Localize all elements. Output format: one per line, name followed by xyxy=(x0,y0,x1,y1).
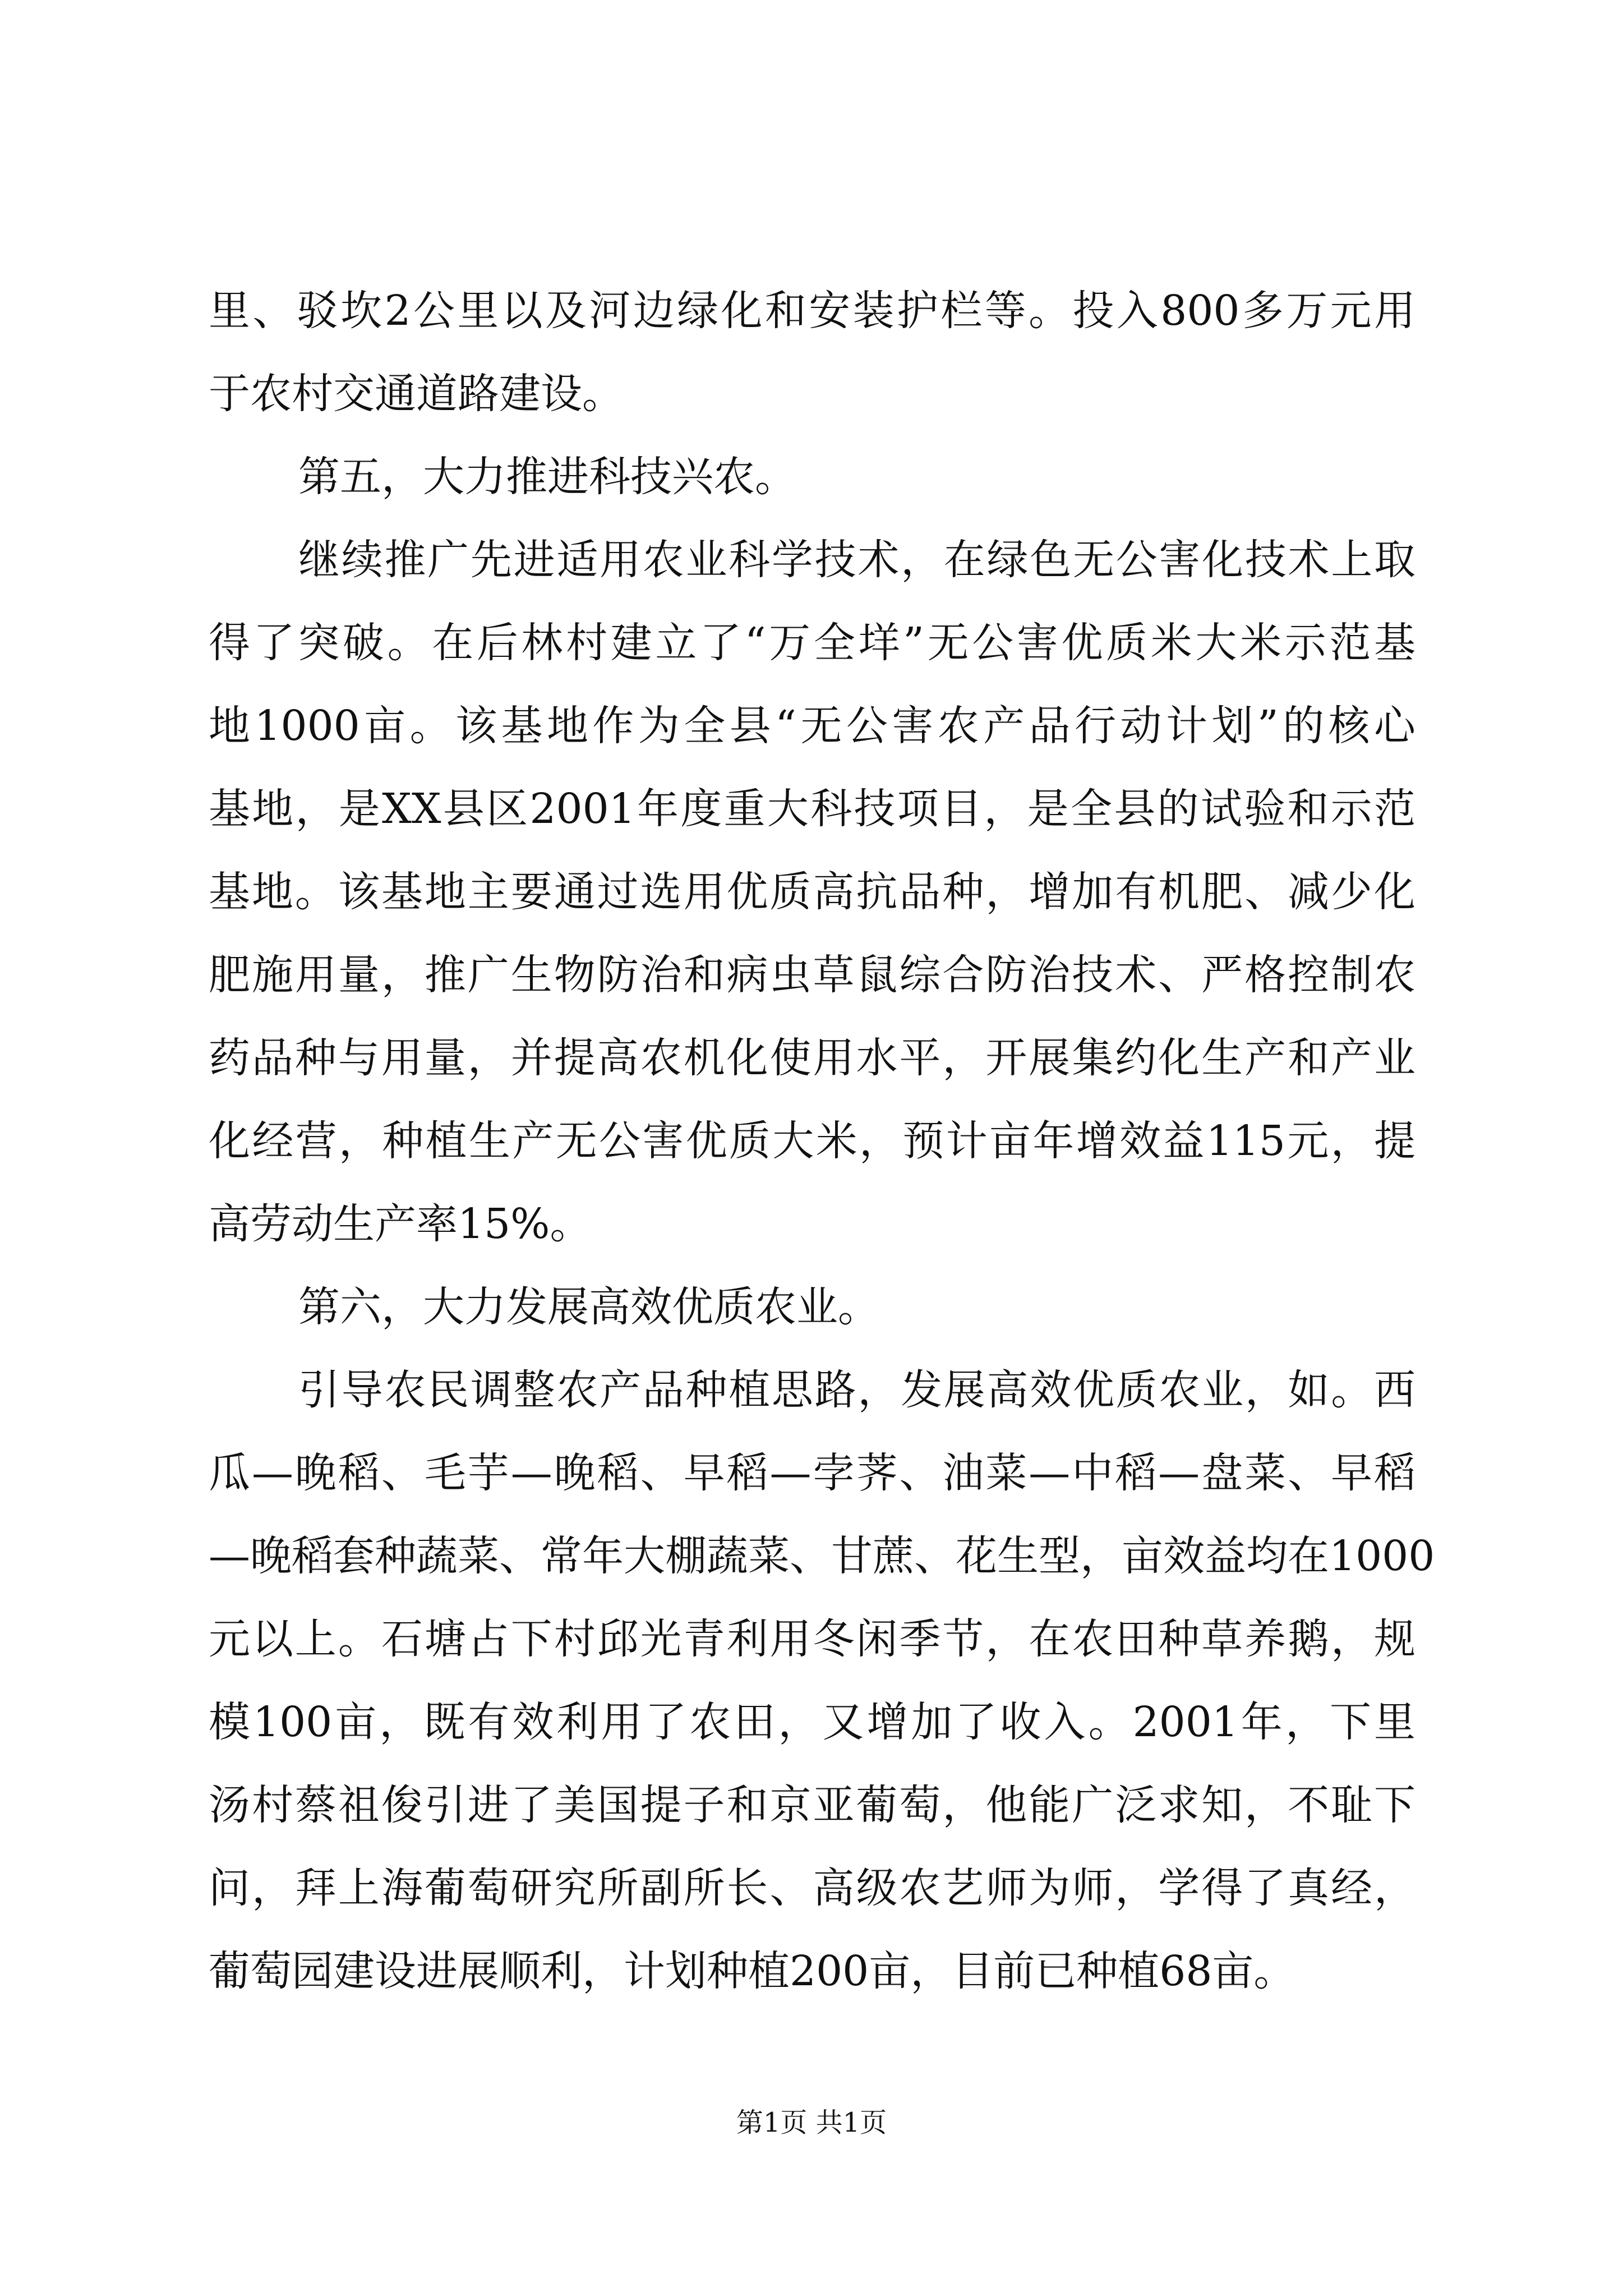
body-line: —晚稻套种蔬菜、常年大棚蔬菜、甘蔗、花生型，亩效益均在1000 xyxy=(209,1532,1435,1580)
body-line: 于农村交通道路建设。 xyxy=(209,370,624,418)
body-line: 基地。该基地主要通过选用优质高抗品种，增加有机肥、减少化 xyxy=(209,868,1415,916)
page-number-label: 第1页 共1页 xyxy=(736,2107,887,2138)
body-line: 里、驳坎2公里以及河边绿化和安装护栏等。投入800多万元用 xyxy=(209,287,1415,335)
body-line: 葡萄园建设进展顺利，计划种植200亩，目前已种植68亩。 xyxy=(209,1947,1295,1995)
body-line: 元以上。石塘占下村邱光青利用冬闲季节，在农田种草养鹅，规 xyxy=(209,1615,1415,1663)
page-footer xyxy=(0,2105,1623,2141)
body-line: 瓜—晚稻、毛芋—晚稻、早稻—孛荠、油菜—中稻—盘菜、早稻 xyxy=(209,1449,1415,1497)
body-line: 汤村蔡祖俊引进了美国提子和京亚葡萄，他能广泛求知，不耻下 xyxy=(209,1781,1415,1829)
body-line: 药品种与用量，并提高农机化使用水平，开展集约化生产和产业 xyxy=(209,1034,1415,1082)
section-heading: 第六，大力发展高效优质农业。 xyxy=(298,1283,879,1331)
body-line: 得了突破。在后林村建立了“万全垟”无公害优质米大米示范基 xyxy=(209,619,1415,667)
document-body xyxy=(209,269,1435,2013)
body-line: 高劳动生产率15%。 xyxy=(209,1200,592,1248)
body-line: 化经营，种植生产无公害优质大米，预计亩年增效益115元，提 xyxy=(209,1117,1415,1165)
body-line: 引导农民调整农产品种植思路，发展高效优质农业，如。西 xyxy=(298,1366,1415,1414)
body-line: 地1000亩。该基地作为全县“无公害农产品行动计划”的核心 xyxy=(209,702,1415,750)
body-line: 模100亩，既有效利用了农田，又增加了收入。2001年，下里 xyxy=(209,1698,1415,1746)
body-line: 问，拜上海葡萄研究所副所长、高级农艺师为师，学得了真经， xyxy=(209,1864,1415,1912)
body-line: 基地，是XX县区2001年度重大科技项目，是全县的试验和示范 xyxy=(209,785,1415,833)
body-line: 继续推广先进适用农业科学技术，在绿色无公害化技术上取 xyxy=(298,536,1415,584)
section-heading: 第五，大力推进科技兴农。 xyxy=(298,453,796,501)
body-line: 肥施用量，推广生物防治和病虫草鼠综合防治技术、严格控制农 xyxy=(209,951,1415,999)
